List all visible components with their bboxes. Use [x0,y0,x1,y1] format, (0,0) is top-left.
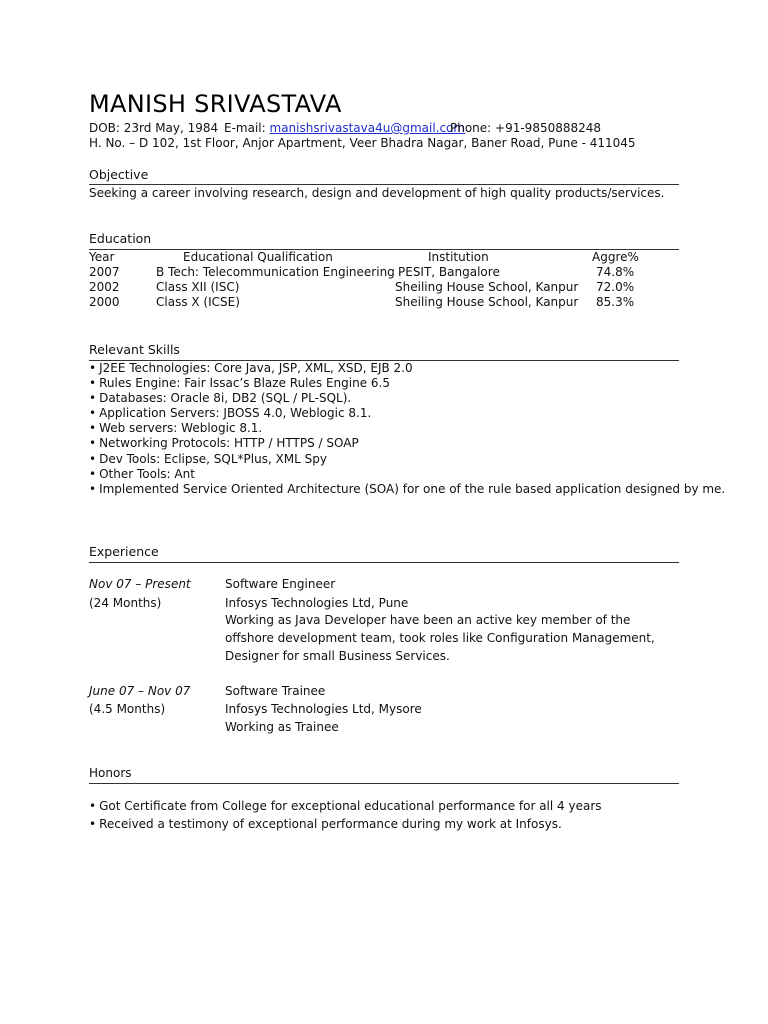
candidate-name: MANISH SRIVASTAVA [89,90,342,118]
honor-item: • Received a testimony of exceptional performance during my work at Infosys. [89,816,602,834]
skill-item: • Application Servers: JBOSS 4.0, Weblogic 8.1. [89,406,725,421]
email-link[interactable]: manishsrivastava4u@gmail.com [269,121,466,135]
job-role: Software Trainee [225,684,326,698]
experience-title: Experience [89,544,159,559]
objective-divider [89,184,679,185]
address-text: H. No. – D 102, 1st Floor, Anjor Apartment, Veer Bhadra Nagar, Baner Road, Pune - 411045 [89,136,636,150]
job-company: Infosys Technologies Ltd, Mysore [225,702,422,716]
job-duration: (4.5 Months) [89,702,166,716]
skills-list [89,361,725,497]
email-line [224,121,465,136]
education-divider [89,249,679,250]
skill-item: • Implemented Service Oriented Architecture (SOA) for one of the rule based application designed by me. [89,482,725,497]
job-description: Working as Java Developer have been an active key member of the offshore development team, took roles like Configuration Management, Designer for small Business Services. [225,613,655,663]
education-row-year: 2002 [89,280,120,294]
job-period: Nov 07 – Present [89,577,191,591]
job-duration: (24 Months) [89,596,162,610]
education-header-year: Year [89,250,115,264]
dob-text: DOB: 23rd May, 1984 [89,121,219,135]
skill-item: • Databases: Oracle 8i, DB2 (SQL / PL-SQL). [89,391,725,406]
job-role: Software Engineer [225,577,336,591]
job-company: Infosys Technologies Ltd, Pune [225,596,409,610]
honors-list [89,798,602,833]
education-header-qualification: Educational Qualification [183,250,333,264]
skills-title: Relevant Skills [89,342,180,357]
experience-divider [89,562,679,563]
honor-item: • Got Certificate from College for exceptional educational performance for all 4 years [89,798,602,816]
skill-item: • Other Tools: Ant [89,467,725,482]
education-row-aggregate: 85.3% [596,295,635,309]
skill-item: • Networking Protocols: HTTP / HTTPS / SOAP [89,436,725,451]
education-row-year: 2000 [89,295,120,309]
email-label: E-mail: [224,121,266,135]
education-title: Education [89,231,152,246]
education-header-institution: Institution [428,250,489,264]
education-row-institution: Sheiling House School, Kanpur [395,295,579,309]
objective-title: Objective [89,167,149,182]
education-row-year: 2007 [89,265,120,279]
phone-text: Phone: +91-9850888248 [450,121,602,135]
education-header-aggregate: Aggre% [592,250,639,264]
education-row-qualification: Class XII (ISC) [156,280,240,294]
honors-title: Honors [89,766,132,780]
job-period: June 07 – Nov 07 [89,684,191,698]
education-row-aggregate: 72.0% [596,280,635,294]
education-row-qualification: Class X (ICSE) [156,295,240,309]
education-row-qualification: B Tech: Telecommunication Engineering [156,265,395,279]
job-description: Working as Trainee [225,720,339,734]
skill-item: • Web servers: Weblogic 8.1. [89,421,725,436]
skill-item: • J2EE Technologies: Core Java, JSP, XML, XSD, EJB 2.0 [89,361,725,376]
honors-divider [89,783,679,784]
education-row-institution: PESIT, Bangalore [398,265,500,279]
skill-item: • Rules Engine: Fair Issac’s Blaze Rules Engine 6.5 [89,376,725,391]
skill-item: • Dev Tools: Eclipse, SQL*Plus, XML Spy [89,452,725,467]
education-row-aggregate: 74.8% [596,265,635,279]
education-row-institution: Sheiling House School, Kanpur [395,280,579,294]
objective-text: Seeking a career involving research, design and development of high quality products/services. [89,186,665,200]
